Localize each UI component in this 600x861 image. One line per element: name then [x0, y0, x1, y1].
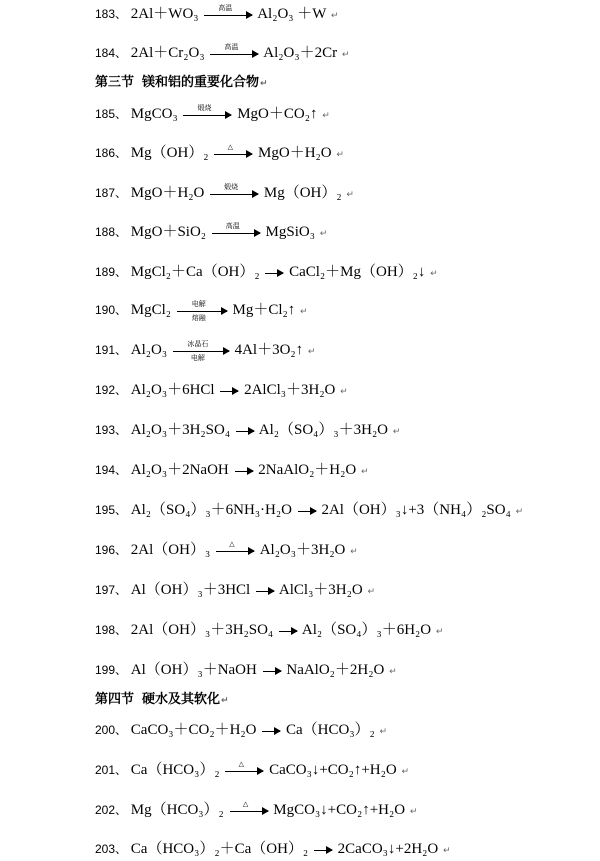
condition-arrow: [183, 105, 231, 125]
paragraph-mark: ↵: [336, 150, 344, 160]
condition-above: 冰晶石: [187, 339, 209, 348]
condition-below: 电解: [190, 353, 205, 362]
equation-202: [95, 800, 417, 822]
paragraph-mark: ↵: [443, 846, 451, 856]
reactants: 2Al＋WO₃: [130, 6, 199, 22]
equation-201: [95, 760, 409, 782]
section-title: 镁和铝的重要化合物: [142, 75, 260, 90]
equation-197: [95, 580, 375, 602]
equation-190: [95, 300, 308, 322]
products: Al₂（SO₄）₃＋3H₂O: [258, 422, 389, 438]
equation-number: 196 、: [95, 543, 127, 557]
reaction-arrow: [236, 421, 254, 441]
products: 4Al＋3O₂↑: [234, 342, 304, 358]
paragraph-mark: ↵: [392, 427, 401, 437]
condition-arrow: [177, 301, 227, 321]
reaction-arrow: [235, 461, 253, 481]
section-title: 硬水及其软化: [142, 692, 221, 707]
equation-number: 193 、: [95, 423, 127, 437]
equation-number: 194 、: [95, 463, 127, 477]
equation-number: 198 、: [95, 623, 127, 637]
equation-199: [95, 660, 397, 682]
reaction-arrow: [220, 381, 238, 401]
equation-184: [95, 43, 349, 65]
condition-arrow: [214, 144, 252, 164]
equation-191: [95, 340, 315, 362]
equation-195: [95, 500, 523, 522]
reactants: 2Al（OH）₃＋3H₂SO₄: [130, 622, 274, 638]
paragraph-mark: ↵: [319, 229, 328, 239]
paragraph-mark: ↵: [322, 111, 330, 121]
equation-188: [95, 222, 327, 244]
reaction-arrow: [314, 840, 332, 860]
reaction-arrow: [263, 661, 281, 681]
condition-arrow: [225, 761, 263, 781]
condition-above: 电解: [191, 299, 206, 308]
paragraph-mark: ↵: [330, 11, 339, 21]
condition-below: 熔融: [191, 313, 206, 322]
reactants: MgO＋SiO₂: [130, 224, 207, 240]
section-label: 第四节: [95, 692, 135, 707]
products: 2CaCO₃↓+2H₂O: [337, 841, 439, 857]
paragraph-mark: ↵: [307, 347, 316, 357]
reactants: Ca（HCO₃）₂: [130, 762, 220, 778]
products: 2NaAlO₂＋H₂O: [258, 462, 357, 478]
reactants: Al₂O₃＋3H₂SO₄: [130, 422, 231, 438]
products: MgSiO₃: [265, 224, 315, 240]
condition-above: △: [242, 799, 249, 808]
condition-arrow: [210, 184, 258, 204]
paragraph-mark: ↵: [346, 190, 354, 200]
products: Al₂O₃ ＋W: [257, 6, 327, 22]
paragraph-mark: ↵: [435, 627, 444, 637]
equation-number: 197 、: [95, 583, 127, 597]
equation-number: 202 、: [95, 803, 127, 817]
equation-number: 184 、: [95, 46, 127, 60]
products: NaAlO₂＋2H₂O: [286, 662, 385, 678]
products: Al₂O₃＋2Cr: [263, 45, 338, 61]
section-heading-4: [95, 691, 229, 710]
paragraph-mark: ↵: [360, 467, 369, 477]
reactants: CaCO₃＋CO₂＋H₂O: [130, 722, 257, 738]
equation-number: 195 、: [95, 503, 127, 517]
condition-above: △: [227, 142, 233, 151]
equation-number: 189 、: [95, 265, 127, 279]
paragraph-mark: ↵: [341, 50, 350, 60]
paragraph-mark: ↵: [340, 387, 348, 397]
equation-200: [95, 720, 387, 742]
reactants: MgCl₂＋Ca（OH）₂: [130, 264, 260, 280]
equation-192: [95, 380, 348, 402]
reactants: Al₂（SO₄）₃＋6NH₃·H₂O: [130, 502, 292, 518]
condition-arrow: [210, 44, 258, 64]
condition-arrow: [204, 5, 252, 25]
section-label: 第三节: [95, 75, 135, 90]
condition-arrow: [173, 341, 229, 361]
equation-198: [95, 620, 443, 642]
equation-194: [95, 460, 369, 482]
reactants: 2Al＋Cr₂O₃: [130, 45, 205, 61]
reaction-arrow: [256, 581, 274, 601]
products: 2AlCl₃＋3H₂O: [244, 382, 336, 398]
products: MgCO₃↓+CO₂↑+H₂O: [273, 802, 406, 818]
condition-arrow: [216, 541, 254, 561]
products: Mg（OH）₂: [263, 185, 342, 201]
paragraph-mark: ↵: [300, 307, 308, 317]
equation-203: [95, 839, 451, 861]
condition-above: △: [229, 539, 235, 548]
condition-above: 高温: [225, 221, 240, 230]
products: 2Al（OH）₃↓+3（NH₄）₂SO₄: [321, 502, 511, 518]
reactants: Ca（HCO₃）₂＋Ca（OH）₂: [130, 841, 309, 857]
equation-183: [95, 4, 338, 26]
condition-above: △: [238, 759, 245, 768]
equation-number: 188 、: [95, 225, 127, 239]
reactants: MgCl₂: [130, 302, 172, 318]
equation-number: 192 、: [95, 383, 127, 397]
products: CaCO₃↓+CO₂↑+H₂O: [269, 762, 397, 778]
reactants: Al₂O₃＋2NaOH: [130, 462, 229, 478]
equation-number: 185 、: [95, 107, 127, 121]
equation-196: [95, 540, 358, 562]
paragraph-mark: ↵: [350, 547, 358, 557]
reactants: 2Al（OH）₃: [130, 542, 211, 558]
reactants: Al（OH）₃＋3HCl: [130, 582, 251, 598]
reactants: Al₂O₃＋6HCl: [130, 382, 215, 398]
reactants: MgO＋H₂O: [130, 185, 205, 201]
paragraph-mark: ↵: [221, 696, 229, 706]
equation-number: 191 、: [95, 343, 127, 357]
reaction-arrow: [298, 501, 316, 521]
condition-above: 高温: [218, 3, 233, 12]
paragraph-mark: ↵: [367, 587, 375, 597]
condition-above: 煅烧: [197, 103, 212, 112]
equation-189: [95, 262, 438, 284]
equation-number: 186 、: [95, 146, 127, 160]
products: Al₂（SO₄）₃＋6H₂O: [301, 622, 432, 638]
paragraph-mark: ↵: [260, 79, 268, 89]
products: Al₂O₃＋3H₂O: [259, 542, 346, 558]
paragraph-mark: ↵: [515, 507, 524, 517]
paragraph-mark: ↵: [401, 767, 410, 777]
equation-number: 190 、: [95, 303, 127, 317]
reaction-arrow: [262, 721, 280, 741]
equation-185: [95, 104, 330, 126]
section-heading-3: [95, 74, 268, 93]
reactants: Al（OH）₃＋NaOH: [130, 662, 257, 678]
equation-number: 199 、: [95, 663, 127, 677]
products: MgO＋H₂O: [258, 145, 332, 161]
products: AlCl₃＋3H₂O: [278, 582, 363, 598]
equation-number: 201 、: [95, 763, 127, 777]
products: Ca（HCO₃）₂: [286, 722, 375, 738]
paragraph-mark: ↵: [379, 727, 388, 737]
products: CaCl₂＋Mg（OH）₂↓: [289, 264, 426, 280]
condition-above: 煅烧: [224, 182, 239, 191]
paragraph-mark: ↵: [409, 807, 418, 817]
equation-186: [95, 143, 344, 165]
equation-number: 187 、: [95, 186, 127, 200]
equation-number: 183 、: [95, 7, 127, 21]
condition-arrow: [212, 223, 260, 243]
products: Mg＋Cl₂↑: [232, 302, 296, 318]
condition-arrow: [230, 801, 268, 821]
paragraph-mark: ↵: [389, 667, 397, 677]
reactants: Mg（HCO₃）₂: [130, 802, 224, 818]
condition-above: 高温: [224, 42, 239, 51]
reactants: Al₂O₃: [130, 342, 168, 358]
reaction-arrow: [265, 263, 283, 283]
reactants: Mg（OH）₂: [130, 145, 209, 161]
equation-number: 203 、: [95, 842, 127, 856]
equation-193: [95, 420, 400, 442]
reactants: MgCO₃: [130, 106, 178, 122]
equation-number: 200 、: [95, 723, 127, 737]
reaction-arrow: [279, 621, 297, 641]
paragraph-mark: ↵: [430, 269, 438, 279]
products: MgO＋CO₂↑: [237, 106, 318, 122]
equation-187: [95, 183, 354, 205]
